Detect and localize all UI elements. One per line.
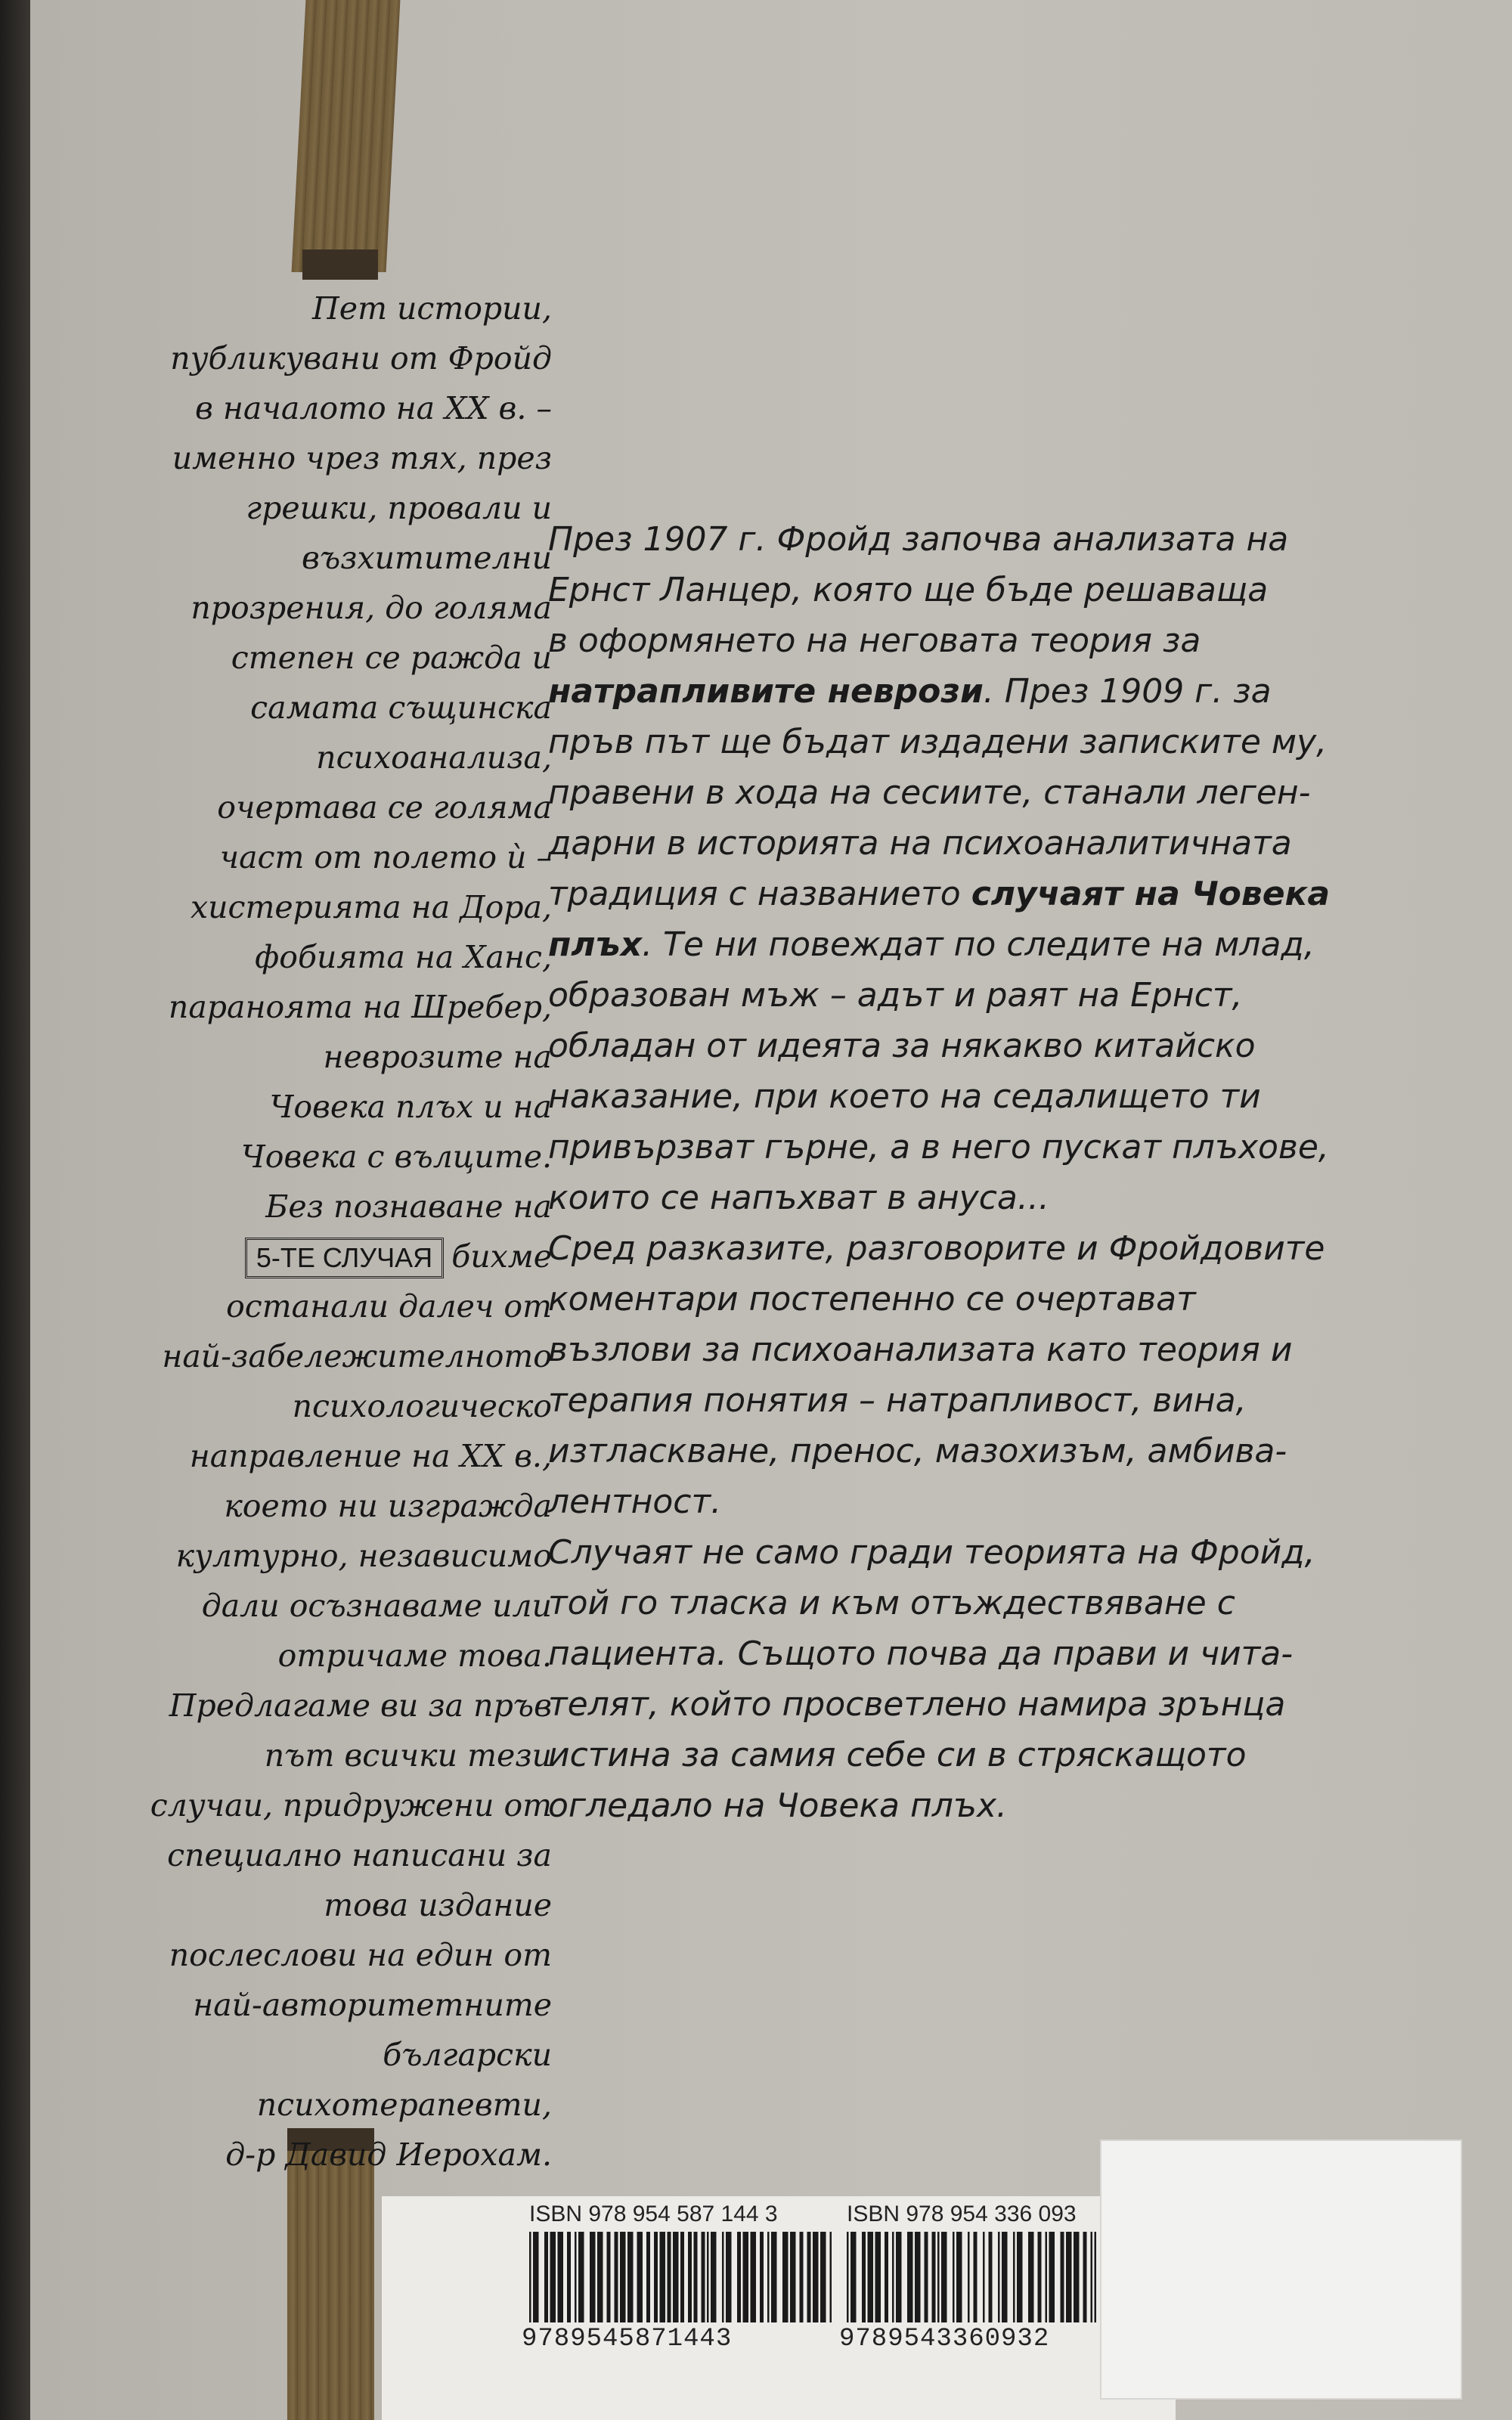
left-blurb-line: неврозите на bbox=[323, 1039, 552, 1075]
left-blurb-line: фобията на Ханс, bbox=[255, 939, 552, 975]
book-spine-edge bbox=[0, 0, 30, 2420]
barcode-2 bbox=[847, 2232, 1096, 2322]
left-blurb-line: Човека с вълците. bbox=[241, 1139, 552, 1175]
barcode-1 bbox=[529, 2232, 832, 2322]
barcode-bar bbox=[1091, 2232, 1093, 2322]
left-blurb bbox=[76, 284, 552, 2180]
barcode-bar bbox=[722, 2232, 724, 2322]
left-blurb-line: най-авторитетните bbox=[193, 1987, 552, 2023]
barcode-bar bbox=[937, 2232, 940, 2322]
barcode-digits-1: 9789545871443 bbox=[522, 2325, 733, 2353]
barcode-bar bbox=[998, 2232, 1000, 2322]
left-blurb-line: именно чрез тях, през bbox=[172, 440, 552, 476]
left-blurb-line: направление на XX в., bbox=[189, 1438, 552, 1474]
left-blurb-line: грешки, провали и bbox=[246, 490, 552, 526]
main-description bbox=[548, 514, 1482, 1831]
description-line: телят, който просветлено намира зрънца bbox=[548, 1685, 1286, 1724]
barcode-bar bbox=[868, 2232, 874, 2322]
barcode-bar bbox=[1017, 2232, 1023, 2322]
barcode-bar bbox=[953, 2232, 955, 2322]
price-sticker bbox=[1100, 2140, 1462, 2400]
left-blurb-line: останали далеч от bbox=[226, 1288, 552, 1325]
left-blurb-line: самата същинска bbox=[250, 689, 552, 726]
barcode-bar bbox=[558, 2232, 564, 2322]
barcode-bar bbox=[590, 2232, 596, 2322]
barcode-bar bbox=[968, 2232, 970, 2322]
barcode-digits-2: 9789543360932 bbox=[839, 2325, 1050, 2353]
barcode-bar bbox=[875, 2232, 881, 2322]
barcode-bar bbox=[862, 2232, 866, 2322]
barcode-bar bbox=[892, 2232, 894, 2322]
barcode-bar bbox=[771, 2232, 777, 2322]
description-fragment: . През 1909 г. за bbox=[983, 672, 1272, 711]
left-blurb-line: очертава се голяма bbox=[217, 789, 552, 826]
barcode-bar bbox=[885, 2232, 888, 2322]
barcode-bar bbox=[1013, 2232, 1015, 2322]
left-blurb-line: психоанализа, bbox=[316, 739, 552, 776]
barcode-bar bbox=[956, 2232, 962, 2322]
barcode-bar bbox=[1046, 2232, 1048, 2322]
description-line: терапия понятия – натрапливост, вина, bbox=[548, 1381, 1247, 1420]
left-blurb-line: Човека плъх и на bbox=[269, 1089, 552, 1125]
barcode-bar bbox=[668, 2232, 671, 2322]
left-blurb-line: прозрения, до голяма bbox=[191, 590, 552, 626]
description-line: той го тласка и към отъждествяване с bbox=[548, 1584, 1235, 1622]
barcode-bar bbox=[673, 2232, 679, 2322]
left-blurb-line: това издание bbox=[324, 1887, 552, 1923]
emphasis-term: случаят на Човека bbox=[971, 875, 1331, 913]
barcode-bar bbox=[1061, 2232, 1064, 2322]
description-line: възлови за психоанализата като теория и bbox=[548, 1331, 1293, 1369]
barcode-bar bbox=[1083, 2232, 1087, 2322]
barcode-bar bbox=[1074, 2232, 1080, 2322]
barcode-bar bbox=[1095, 2232, 1097, 2322]
isbn-label-2: ISBN 978 954 336 093 bbox=[847, 2202, 1077, 2226]
description-line: привързват гърне, а в него пускат плъхове, bbox=[548, 1128, 1329, 1167]
left-blurb-line: част от полето ѝ – bbox=[219, 839, 552, 875]
barcode-bar bbox=[680, 2232, 684, 2322]
left-blurb-line: д-р Давид Иерохам. bbox=[225, 2136, 552, 2173]
series-badge: 5-ТЕ СЛУЧАЯ bbox=[245, 1238, 444, 1278]
left-blurb-line: параноята на Шребер, bbox=[168, 989, 552, 1025]
badge-suffix: бихме bbox=[451, 1238, 552, 1275]
barcode-bar bbox=[907, 2232, 913, 2322]
barcode-bar bbox=[533, 2232, 539, 2322]
barcode-bar bbox=[896, 2232, 902, 2322]
left-blurb-line: послеслови на един от bbox=[169, 1937, 552, 1973]
left-blurb-line: български bbox=[383, 2037, 552, 2073]
description-line: коментари постепенно се очертават bbox=[548, 1280, 1196, 1318]
emphasis-term: натрапливите неврози bbox=[548, 672, 984, 711]
barcode-bar bbox=[607, 2232, 611, 2322]
barcode-bar bbox=[1038, 2232, 1042, 2322]
barcode-bar bbox=[983, 2232, 985, 2322]
description-line: наказание, при което на седалището ти bbox=[548, 1077, 1261, 1116]
barcode-bar bbox=[688, 2232, 692, 2322]
left-blurb-line: път всички тези bbox=[264, 1737, 552, 1774]
left-blurb-line: публикувани от Фройд bbox=[170, 340, 552, 376]
left-blurb-line: хистерията на Дора, bbox=[190, 889, 552, 925]
left-blurb-line: най-забележителното bbox=[162, 1338, 552, 1374]
description-line: истина за самия себе си в стряскащото bbox=[548, 1736, 1247, 1774]
barcode-bar bbox=[790, 2232, 796, 2322]
barcode-bar bbox=[544, 2232, 548, 2322]
description-line: Случаят не само гради теорията на Фройд, bbox=[548, 1533, 1315, 1572]
description-line: дарни в историята на психоаналитичната bbox=[548, 824, 1292, 863]
left-blurb-line: Без познаване на bbox=[265, 1188, 552, 1225]
left-blurb-line: отричаме това. bbox=[277, 1638, 552, 1674]
barcode-bar bbox=[767, 2232, 770, 2322]
left-blurb-badge-line bbox=[76, 1232, 552, 1281]
emphasis-term: плъх bbox=[548, 925, 643, 964]
barcode-bar bbox=[597, 2232, 603, 2322]
left-blurb-line: дали осъзнаваме или bbox=[201, 1588, 552, 1624]
barcode-bar bbox=[932, 2232, 936, 2322]
description-line: Ернст Ланцер, която ще бъде решаваща bbox=[548, 571, 1269, 609]
barcode-bar bbox=[813, 2232, 819, 2322]
description-fragment: традиция с названието bbox=[548, 875, 971, 913]
description-fragment: . Те ни повеждат по следите на млад, bbox=[642, 925, 1315, 964]
description-line: Сред разказите, разговорите и Фройдовите bbox=[548, 1229, 1325, 1268]
left-blurb-line: психологическо bbox=[292, 1388, 552, 1424]
description-line bbox=[548, 666, 1482, 717]
barcode-bar bbox=[1049, 2232, 1055, 2322]
description-line: пациента. Същото почва да прави и чита- bbox=[548, 1635, 1294, 1673]
barcode-bar bbox=[660, 2232, 666, 2322]
barcode-bar bbox=[760, 2232, 764, 2322]
barcode-bar bbox=[989, 2232, 993, 2322]
barcode-bar bbox=[575, 2232, 577, 2322]
barcode-bar bbox=[627, 2232, 634, 2322]
barcode-bar bbox=[654, 2232, 658, 2322]
left-blurb-line: степен се ражда и bbox=[231, 640, 552, 676]
barcode-bar bbox=[707, 2232, 709, 2322]
description-line: в оформянето на неговата теория за bbox=[548, 621, 1201, 660]
barcode-bar bbox=[743, 2232, 749, 2322]
barcode-bar bbox=[1066, 2232, 1072, 2322]
left-blurb-line: което ни изгражда bbox=[224, 1488, 552, 1524]
left-blurb-line: възхитителни bbox=[301, 540, 552, 576]
left-blurb-line: специално написани за bbox=[167, 1837, 552, 1873]
barcode-bar bbox=[615, 2232, 618, 2322]
barcode-bar bbox=[529, 2232, 531, 2322]
left-blurb-line: Предлагаме ви за пръв bbox=[169, 1687, 552, 1724]
barcode-bar bbox=[847, 2232, 849, 2322]
barcode-bar bbox=[974, 2232, 978, 2322]
barcode-bar bbox=[567, 2232, 571, 2322]
isbn-label-1: ISBN 978 954 587 144 3 bbox=[529, 2202, 778, 2226]
left-blurb-line: в началото на XX в. – bbox=[194, 390, 552, 426]
barcode-bar bbox=[726, 2232, 732, 2322]
decorative-stripe-top-end bbox=[302, 249, 378, 280]
left-blurb-line: културно, независимо bbox=[175, 1538, 552, 1574]
decorative-stripe-top bbox=[292, 0, 401, 272]
barcode-bar bbox=[925, 2232, 928, 2322]
description-line: обладан от идеята за някакво китайско bbox=[548, 1027, 1256, 1065]
description-line: правени в хода на сесиите, станали леген- bbox=[548, 773, 1311, 812]
left-blurb-line: Пет истории, bbox=[312, 290, 552, 327]
barcode-bar bbox=[694, 2232, 698, 2322]
description-line: лентност. bbox=[548, 1483, 722, 1521]
description-line bbox=[548, 869, 1482, 919]
barcode-bar bbox=[620, 2232, 626, 2322]
barcode-bar bbox=[915, 2232, 921, 2322]
barcode-bar bbox=[830, 2232, 832, 2322]
barcode-bar bbox=[820, 2232, 826, 2322]
barcode-bar bbox=[1028, 2232, 1034, 2322]
barcode-bar bbox=[751, 2232, 757, 2322]
left-blurb-line: случаи, придружени от bbox=[150, 1787, 552, 1824]
description-line: пръв път ще бъдат издадени записките му, bbox=[548, 723, 1328, 761]
description-line: През 1907 г. Фройд започва анализата на bbox=[548, 520, 1289, 559]
barcode-bar bbox=[737, 2232, 741, 2322]
barcode-bar bbox=[941, 2232, 947, 2322]
barcode-bar bbox=[646, 2232, 650, 2322]
description-line bbox=[548, 919, 1482, 970]
barcode-bar bbox=[782, 2232, 789, 2322]
barcode-bar bbox=[711, 2232, 717, 2322]
barcode-bar bbox=[800, 2232, 804, 2322]
left-blurb-line: психотерапевти, bbox=[256, 2087, 552, 2123]
barcode-bar bbox=[807, 2232, 811, 2322]
description-line: които се напъхват в ануса... bbox=[548, 1179, 1049, 1217]
barcode-bar bbox=[850, 2232, 857, 2322]
description-line: образован мъж – адът и раят на Ернст, bbox=[548, 976, 1243, 1015]
barcode-bar bbox=[578, 2232, 584, 2322]
barcode-bar bbox=[550, 2232, 556, 2322]
description-line: изтласкване, пренос, мазохизъм, амбива- bbox=[548, 1432, 1287, 1470]
description-line: огледало на Човека плъх. bbox=[548, 1786, 1007, 1825]
barcode-bar bbox=[1002, 2232, 1008, 2322]
barcode-bar bbox=[637, 2232, 643, 2322]
barcode-bar bbox=[702, 2232, 705, 2322]
